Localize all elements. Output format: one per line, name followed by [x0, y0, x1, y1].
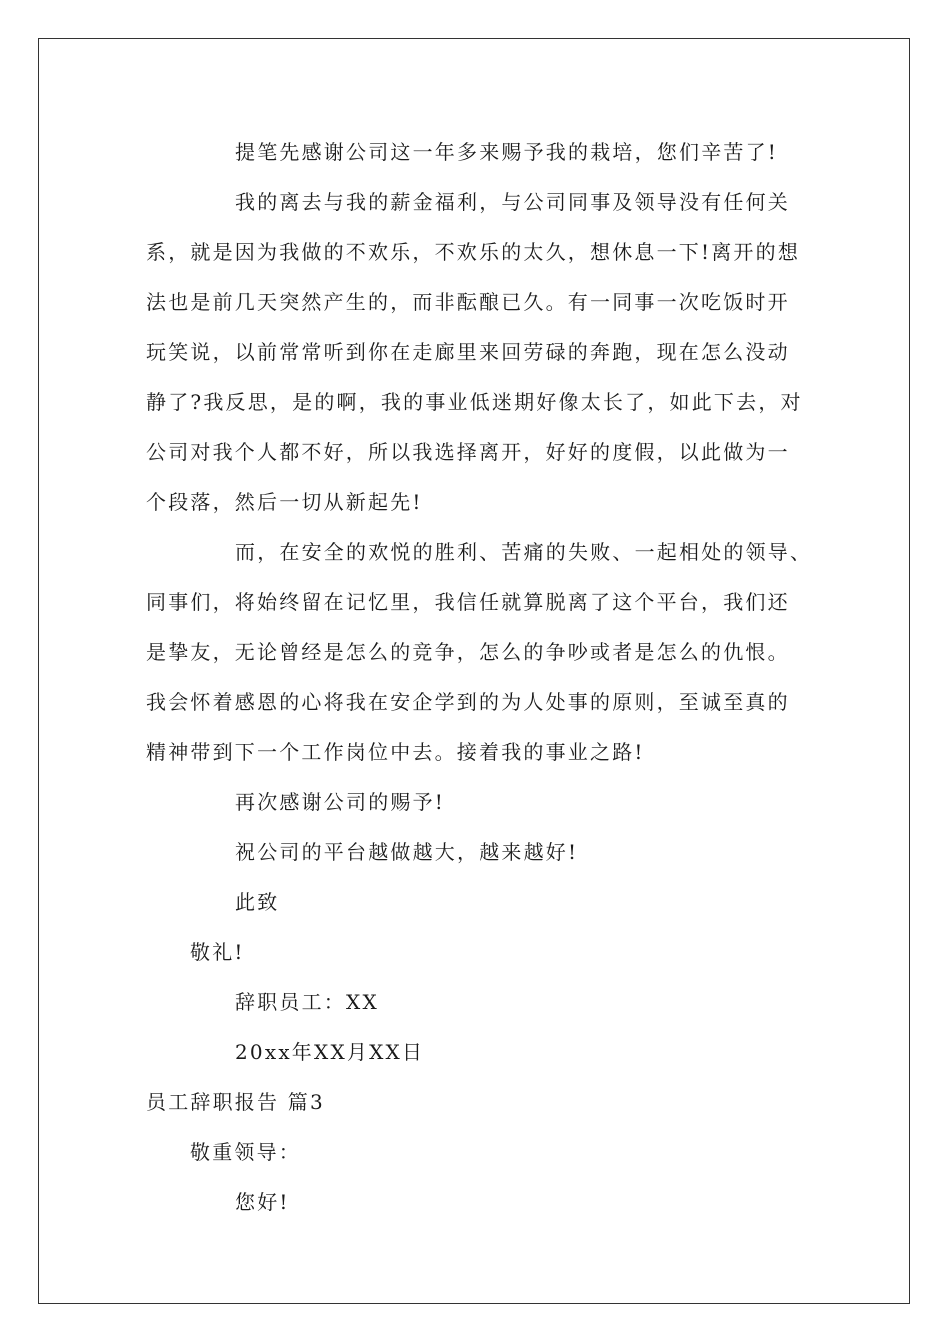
- closing-cizhi: 此致: [235, 890, 280, 914]
- section-heading: 员工辞职报告 篇3: [146, 1090, 325, 1114]
- paragraph-1-line-1: 我的离去与我的薪金福利，与公司同事及领导没有任何关: [235, 190, 790, 214]
- paragraph-1-line-6: 公司对我个人都不好，所以我选择离开，好好的度假，以此做为一: [146, 440, 790, 464]
- paragraph-1-line-4: 玩笑说，以前常常听到你在走廊里来回劳碌的奔跑，现在怎么没动: [146, 340, 790, 364]
- greeting: 您好!: [235, 1190, 290, 1214]
- paragraph-2-line-5: 精神带到下一个工作岗位中去。接着我的事业之路!: [146, 740, 645, 764]
- signature-date: 20xx年XX月XX日: [235, 1040, 425, 1064]
- paragraph-1-line-3: 法也是前几天突然产生的，而非酝酿已久。有一同事一次吃饭时开: [146, 290, 790, 314]
- paragraph-2-line-1: 而，在安全的欢悦的胜利、苦痛的失败、一起相处的领导、: [235, 540, 813, 564]
- salutation: 敬重领导：: [190, 1140, 301, 1164]
- paragraph-1-line-7: 个段落，然后一切从新起先!: [146, 490, 423, 514]
- paragraph-thanks: 提笔先感谢公司这一年多来赐予我的栽培，您们辛苦了!: [235, 140, 779, 164]
- thanks-again: 再次感谢公司的赐予!: [235, 790, 446, 814]
- paragraph-2-line-3: 是挚友，无论曾经是怎么的竞争，怎么的争吵或者是怎么的仇恨。: [146, 640, 790, 664]
- page-border: [38, 38, 910, 1304]
- paragraph-2-line-4: 我会怀着感恩的心将我在安企学到的为人处事的原则，至诚至真的: [146, 690, 790, 714]
- paragraph-1-line-2: 系，就是因为我做的不欢乐，不欢乐的太久，想休息一下!离开的想: [146, 240, 801, 264]
- paragraph-1-line-5: 静了?我反思，是的啊，我的事业低迷期好像太长了，如此下去，对: [146, 390, 803, 414]
- signature-name: 辞职员工：XX: [235, 990, 379, 1014]
- closing-jingli: 敬礼!: [190, 940, 245, 964]
- paragraph-2-line-2: 同事们，将始终留在记忆里，我信任就算脱离了这个平台，我们还: [146, 590, 790, 614]
- wish-line: 祝公司的平台越做越大，越来越好!: [235, 840, 579, 864]
